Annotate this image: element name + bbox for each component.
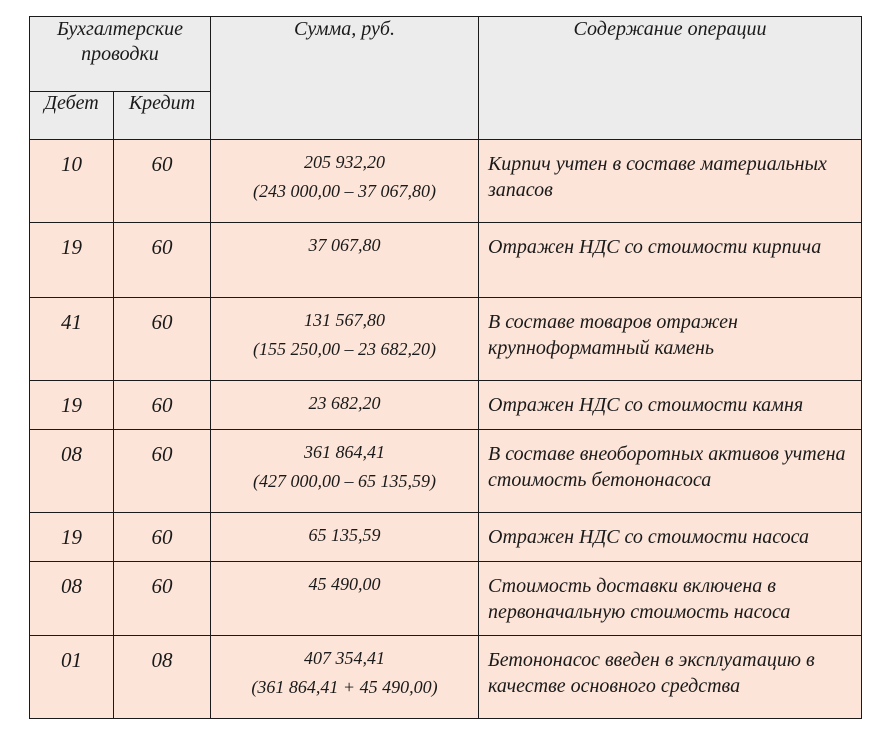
credit-cell: 08	[114, 636, 211, 719]
header-entries: Бухгалтерские проводки	[30, 17, 211, 92]
credit-cell: 60	[114, 562, 211, 636]
amount-cell	[211, 562, 479, 636]
debit-cell: 01	[30, 636, 114, 719]
table-row	[30, 562, 862, 636]
table-row	[30, 513, 862, 562]
amount-calculation: (427 000,00 – 65 135,59)	[253, 471, 436, 491]
debit-cell: 10	[30, 140, 114, 223]
amount-value: 407 354,41	[304, 648, 385, 668]
credit-cell: 60	[114, 430, 211, 513]
amount-calculation: (243 000,00 – 37 067,80)	[253, 181, 436, 201]
amount-value: 205 932,20	[304, 152, 385, 172]
content-cell: В составе внеоборотных активов учтена стоимость бетононасоса	[479, 430, 862, 513]
amount-calculation: (361 864,41 + 45 490,00)	[251, 677, 438, 697]
amount-value: 131 567,80	[304, 310, 385, 330]
header-content: Содержание операции	[479, 17, 862, 140]
amount-cell	[211, 636, 479, 719]
amount-cell	[211, 381, 479, 430]
header-debit: Дебет	[30, 92, 114, 140]
credit-cell: 60	[114, 140, 211, 223]
amount-cell	[211, 513, 479, 562]
debit-cell: 19	[30, 381, 114, 430]
content-cell: Отражен НДС со стоимости насоса	[479, 513, 862, 562]
table-row	[30, 430, 862, 513]
debit-cell: 08	[30, 562, 114, 636]
content-cell: Отражен НДС со стоимости камня	[479, 381, 862, 430]
table-row	[30, 298, 862, 381]
debit-cell: 41	[30, 298, 114, 381]
content-cell: Бетононасос введен в эксплуатацию в качестве основного средства	[479, 636, 862, 719]
debit-cell: 19	[30, 513, 114, 562]
amount-value: 65 135,59	[308, 525, 381, 545]
credit-cell: 60	[114, 381, 211, 430]
amount-calculation: (155 250,00 – 23 682,20)	[253, 339, 436, 359]
amount-value: 45 490,00	[308, 574, 381, 594]
table-row	[30, 140, 862, 223]
amount-value: 361 864,41	[304, 442, 385, 462]
header-credit: Кредит	[114, 92, 211, 140]
amount-value: 23 682,20	[308, 393, 381, 413]
table-row	[30, 381, 862, 430]
accounting-entries-table	[29, 16, 862, 719]
credit-cell: 60	[114, 513, 211, 562]
amount-cell	[211, 140, 479, 223]
content-cell: Отражен НДС со стоимости кирпича	[479, 223, 862, 298]
content-cell: В составе товаров отражен крупноформатный камень	[479, 298, 862, 381]
amount-value: 37 067,80	[308, 235, 381, 255]
credit-cell: 60	[114, 223, 211, 298]
debit-cell: 08	[30, 430, 114, 513]
content-cell: Кирпич учтен в составе материальных запасов	[479, 140, 862, 223]
amount-cell	[211, 298, 479, 381]
amount-cell	[211, 223, 479, 298]
header-amount: Сумма, руб.	[211, 17, 479, 140]
content-cell: Стоимость доставки включена в первоначальную стоимость насоса	[479, 562, 862, 636]
debit-cell: 19	[30, 223, 114, 298]
table-row	[30, 636, 862, 719]
credit-cell: 60	[114, 298, 211, 381]
amount-cell	[211, 430, 479, 513]
table-row	[30, 223, 862, 298]
